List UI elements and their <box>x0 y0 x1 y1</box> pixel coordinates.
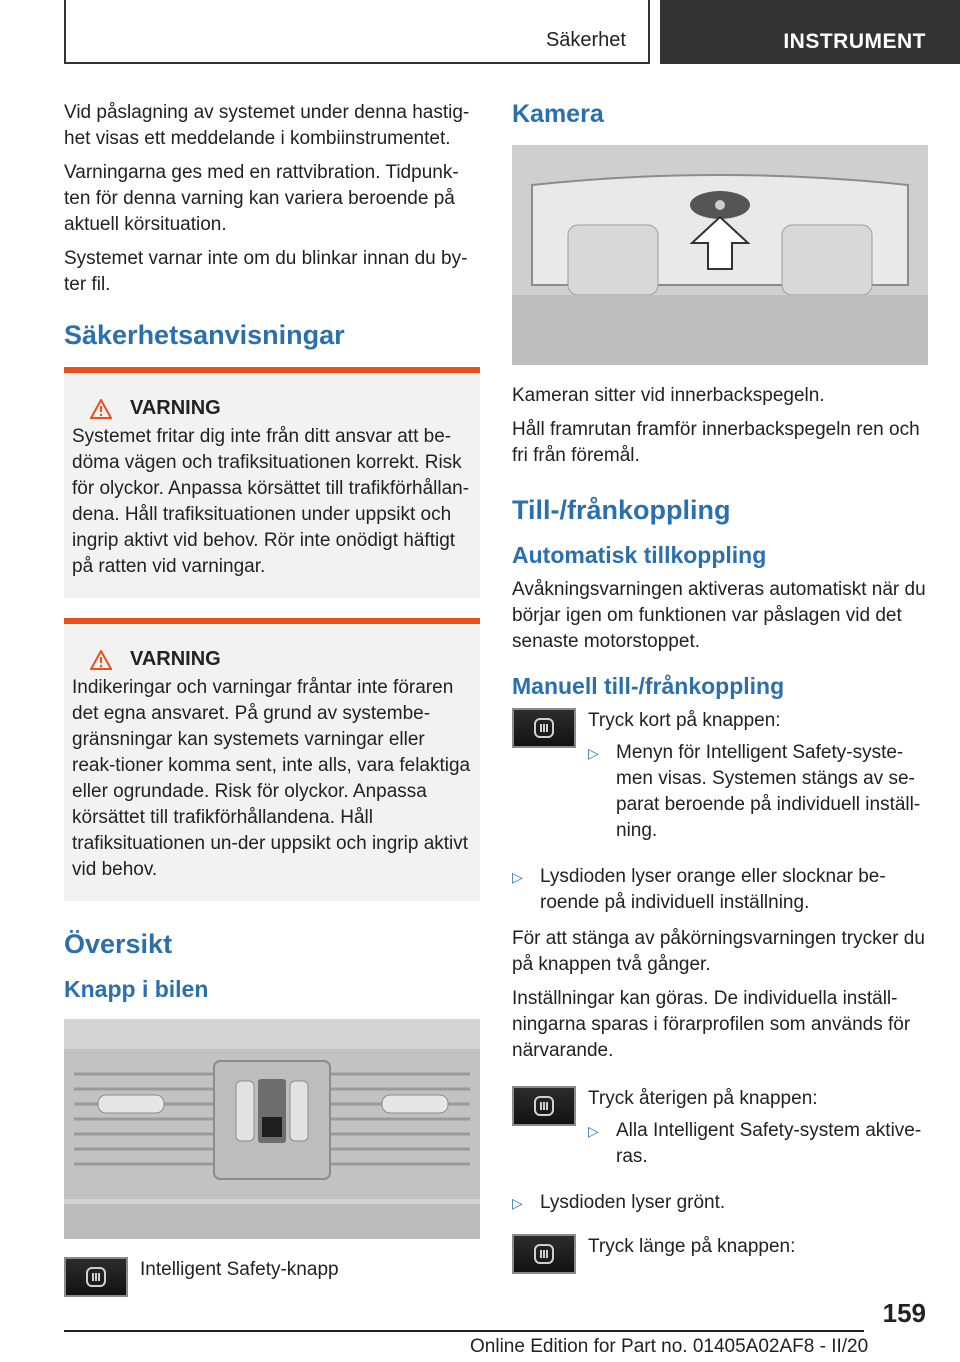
footer-divider <box>64 1330 864 1332</box>
button-caption: Intelligent Safety-knapp <box>140 1259 339 1280</box>
list-item: ▷ Lysdioden lyser orange eller slocknar be-roende på individuell inställning. <box>512 866 886 913</box>
bullet-list <box>512 864 928 916</box>
section-heading-camera: Kamera <box>512 100 604 128</box>
warning-text: Systemet fritar dig inte från ditt ansvar att be-döma vägen och trafiksituationen korrekt. Risk för olyckor. Anpassa körsättet till trafikförhållan-dena. Håll trafiksituationen under uppsikt och ingrip aktivt vid behov. Rör inte onödigt häftigt på ratten vid varningar. <box>72 426 470 577</box>
step-text: Tryck återigen på knappen: <box>588 1088 818 1109</box>
header-section-title: Säkerhet <box>545 29 626 51</box>
triangle-bullet-icon: ▷ <box>512 869 523 885</box>
intelligent-safety-button-icon <box>512 708 576 748</box>
step-text: Tryck länge på knappen: <box>588 1236 796 1257</box>
paragraph: Kameran sitter vid innerbackspegeln. <box>512 385 825 406</box>
section-heading-overview: Översikt <box>64 929 173 959</box>
intelligent-safety-button-icon <box>512 1086 576 1126</box>
bullet-list <box>512 1190 928 1216</box>
step-row <box>512 1086 928 1180</box>
subheading-manual: Manuell till-/frånkoppling <box>512 673 785 699</box>
triangle-bullet-icon: ▷ <box>588 745 599 761</box>
intelligent-safety-button-icon <box>512 1234 576 1274</box>
left-column <box>64 100 480 1307</box>
warning-box <box>64 367 480 598</box>
bullet-list <box>588 1118 928 1170</box>
paragraph: För att stänga av påkörningsvarningen trycker du på knappen två gånger. <box>512 928 925 975</box>
dashboard-illustration <box>64 1019 480 1239</box>
safety-symbol-icon <box>532 716 556 740</box>
safety-symbol-icon <box>84 1265 108 1289</box>
right-column <box>512 100 928 1284</box>
subheading-button: Knapp i bilen <box>64 976 209 1002</box>
paragraph: Inställningar kan göras. De individuella inställ-ningarna sparas i förarprofilen som används för närvarande. <box>512 988 911 1061</box>
warning-box <box>64 618 480 901</box>
header-section-tab <box>64 0 650 64</box>
header-chapter-title: INSTRUMENT <box>783 30 926 53</box>
warning-text: Indikeringar och varningar fråntar inte föraren det egna ansvaret. På grund av systembe-gränsningar kan systemets varningar eller reak-tioner komma sent, inte alls, vara felaktiga eller ogrundade. Risk för olyckor. Anpassa körsättet till trafikförhållandena. Håll trafiksituationen un-der uppsikt och ingrip aktivt vid behov. <box>72 677 471 880</box>
caption-row <box>64 1257 480 1297</box>
dashboard-vent-photo <box>64 1019 480 1239</box>
footer-edition: Online Edition for Part no. 01405A02AF8 - II/20 <box>470 1336 869 1357</box>
step-row <box>512 708 928 854</box>
safety-symbol-icon <box>532 1242 556 1266</box>
list-item: ▷ Menyn för Intelligent Safety-syste-men visas. Systemen stängs av se-parat beroende på individuell inställ-ning. <box>588 742 921 841</box>
paragraph: Vid påslagning av systemet under denna hastig-het visas ett meddelande i kombiinstrumentet. <box>64 102 470 149</box>
triangle-bullet-icon: ▷ <box>512 1195 523 1211</box>
camera-windshield-photo <box>512 145 928 365</box>
paragraph: Systemet varnar inte om du blinkar innan du by-ter fil. <box>64 248 468 295</box>
header-chapter-tab <box>660 0 960 64</box>
bullet-list <box>588 740 928 844</box>
step-row <box>512 1234 928 1274</box>
warning-triangle-icon <box>90 650 112 670</box>
page-number: 159 <box>882 1298 926 1328</box>
safety-symbol-icon <box>532 1094 556 1118</box>
list-item: ▷ Lysdioden lyser grönt. <box>512 1190 928 1216</box>
warning-title-text: VARNING <box>130 648 221 670</box>
section-heading-toggle: Till-/frånkoppling <box>512 495 731 525</box>
section-heading-safety: Säkerhetsanvisningar <box>64 320 345 350</box>
paragraph: Håll framrutan framför innerbackspegeln ren och fri från föremål. <box>512 419 920 466</box>
intelligent-safety-button-icon <box>64 1257 128 1297</box>
list-item: ▷ Alla Intelligent Safety-system aktive-ras. <box>588 1120 922 1167</box>
triangle-bullet-icon: ▷ <box>588 1123 599 1139</box>
warning-title <box>90 648 472 671</box>
warning-title <box>90 397 472 420</box>
paragraph: Avåkningsvarningen aktiveras automatiskt när du börjar igen om funktionen var påslagen vid det senaste motorstoppet. <box>512 579 926 652</box>
windshield-illustration <box>512 145 928 365</box>
subheading-auto: Automatisk tillkoppling <box>512 542 767 568</box>
paragraph: Varningarna ges med en rattvibration. Tidpunk-ten för denna varning kan variera beroende på aktuell körsituation. <box>64 162 459 235</box>
warning-triangle-icon <box>90 399 112 419</box>
step-text: Tryck kort på knappen: <box>588 710 781 731</box>
warning-title-text: VARNING <box>130 397 221 419</box>
